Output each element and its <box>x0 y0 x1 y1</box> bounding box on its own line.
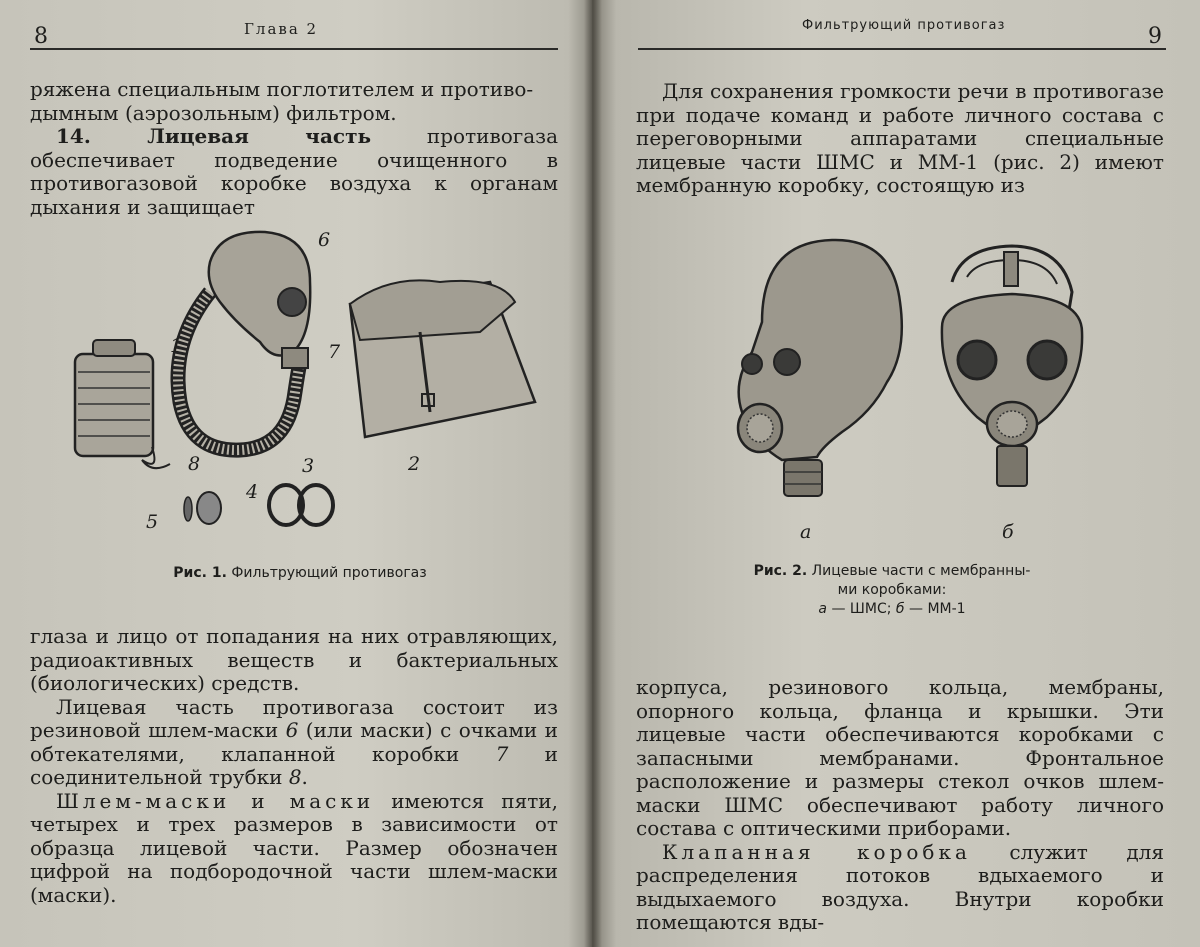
figure-label-8: 8 <box>188 453 201 475</box>
header-rule-right <box>638 48 1166 50</box>
caption-line: ми коробками: <box>837 582 947 598</box>
ref-6: 6 <box>285 718 299 742</box>
mm1-mask-drawing <box>942 246 1082 486</box>
caption-line <box>702 600 1082 619</box>
paragraph-sizes <box>30 790 558 908</box>
caption-key-a: а <box>818 601 827 617</box>
spare-parts-drawing <box>184 485 333 525</box>
figure-2-face-pieces-illustration <box>722 232 1152 552</box>
paragraph-text: корпуса, резинового кольца, мембраны, опорного кольца, фланца и крышки. Эти лицевые части обеспечиваются коробками с запасными мембранами. Фронтальное расположение и размеры стекол очков шлем-маски ШМС обеспечивают работу личного состава с оптическими приборами. <box>636 675 1164 840</box>
spaced-term: Шлем-маски и маски <box>56 788 375 813</box>
running-head-left: Глава 2 <box>244 20 319 38</box>
paragraph-text: и соединительной трубки <box>30 741 559 789</box>
paragraph-text: глаза и лицо от попадания на них отравляющих, радиоактивных веществ и бактериальных (биологических) средств. <box>30 624 558 695</box>
figure-label-4: 4 <box>246 481 259 503</box>
gas-mask-bag-drawing <box>350 280 535 437</box>
paragraph-text: противогаза обеспечивает подведение очищенного в противогазовой коробке воздуха к органам дыхания и защищает <box>30 124 558 219</box>
paragraph-text: служит для распределения потоков вдыхаемого и выдыхаемого воздуха. Внутри коробки помещаются вды- <box>636 839 1164 934</box>
left-page <box>0 0 592 947</box>
right-page <box>592 0 1200 947</box>
paragraph-face-parts <box>30 696 558 790</box>
figure-1-caption <box>60 565 540 581</box>
paragraph-text: Для сохранения громкости речи в противогазе при подаче команд и работе личного состава с переговорными аппаратами специальные лицевые части ШМС и ММ-1 (рис. 2) имеют мембранную коробку, состоящую из <box>636 79 1164 197</box>
left-text-top <box>30 78 558 219</box>
header-rule-left <box>30 48 558 50</box>
figure-label-5: 5 <box>146 511 159 533</box>
paragraph-valve-box <box>636 841 1164 935</box>
caption-text: — ММ-1 <box>904 601 966 617</box>
figure-label-3: 3 <box>302 455 315 477</box>
caption-line <box>702 562 1082 581</box>
figure-2-caption <box>702 562 1082 619</box>
caption-label: Рис. 2. <box>753 563 808 579</box>
caption-text: Фильтрующий противогаз <box>231 565 427 581</box>
figure-label-b: б <box>1002 521 1014 543</box>
caption-text: — ШМС; <box>827 601 896 617</box>
running-head-right: Фильтрующий противогаз <box>802 18 1006 33</box>
book-gutter <box>584 0 602 947</box>
spaced-term: Клапанная коробка <box>662 839 971 864</box>
paragraph-text: Лицевая часть противогаза состоит из резиновой шлем-маски <box>30 694 558 742</box>
filter-canister-drawing <box>75 340 170 468</box>
figure-label-6: 6 <box>318 229 331 251</box>
caption-key-b: б <box>895 601 905 617</box>
shms-helmet-mask-drawing <box>738 240 902 496</box>
figure-label-2: 2 <box>408 453 421 475</box>
paragraph-text: имеются пяти, четырех и трех размеров в зависимости от образца лицевой части. Размер обозначен цифрой на подбородочной части шлем-маски (маски). <box>30 788 558 907</box>
right-text-top <box>636 80 1164 198</box>
paragraph-14 <box>30 125 558 219</box>
paragraph-text: (или маски) с очками и обтекателями, клапанной коробки <box>30 718 558 766</box>
text-line: ряжена специальным поглотителем и противо- <box>30 77 534 101</box>
figure-label-7: 7 <box>328 341 341 363</box>
figure-label-1: 1 <box>170 335 183 357</box>
figure-1-gas-mask-illustration <box>60 222 560 552</box>
page-number-left: 8 <box>34 24 48 49</box>
helmet-mask-drawing <box>209 232 310 368</box>
right-text-bottom <box>636 676 1164 935</box>
caption-label: Рис. 1. <box>173 565 227 581</box>
ref-8: 8 <box>288 765 302 789</box>
paragraph-text: . <box>301 765 308 789</box>
left-text-bottom <box>30 625 558 907</box>
figure-label-a: а <box>800 521 812 543</box>
paragraph-title: 14. Лицевая часть <box>56 124 372 148</box>
ref-7: 7 <box>495 741 509 766</box>
caption-text: Лицевые части с мембранны- <box>811 563 1031 579</box>
page-number-right: 9 <box>1148 24 1162 49</box>
text-line: дымным (аэрозольным) фильтром. <box>30 100 397 125</box>
